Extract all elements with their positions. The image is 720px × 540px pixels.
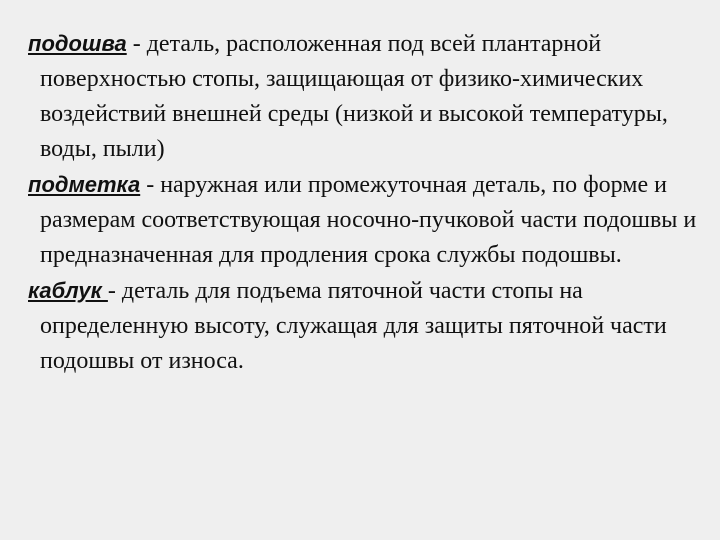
definition-separator: - <box>140 172 161 198</box>
definition-separator: - <box>126 31 147 57</box>
definition-text-podmetka: наружная или промежуточная деталь, по форме и размерам соответствующая носочно-пучковой части подошвы и предназначенная для продления срока службы подошвы. <box>40 172 697 268</box>
definitions-list <box>28 26 700 379</box>
definition-kabluk <box>28 273 700 379</box>
definition-separator: - <box>107 278 122 304</box>
term-podoshva: подошва <box>28 31 127 56</box>
definition-podoshva <box>28 26 700 167</box>
term-podmetka: подметка <box>28 172 141 197</box>
term-kabluk: каблук <box>28 278 108 303</box>
definition-podmetka <box>28 167 700 273</box>
definition-text-kabluk: деталь для подъема пяточной части стопы на определенную высоту, служащая для защиты пяточной части подошвы от износа. <box>40 278 667 374</box>
definition-text-podoshva: деталь, расположенная под всей плантарной поверхностью стопы, защищающая от физико-химических воздействий внешней среды (низкой и высокой температуры, воды, пыли) <box>40 31 668 162</box>
